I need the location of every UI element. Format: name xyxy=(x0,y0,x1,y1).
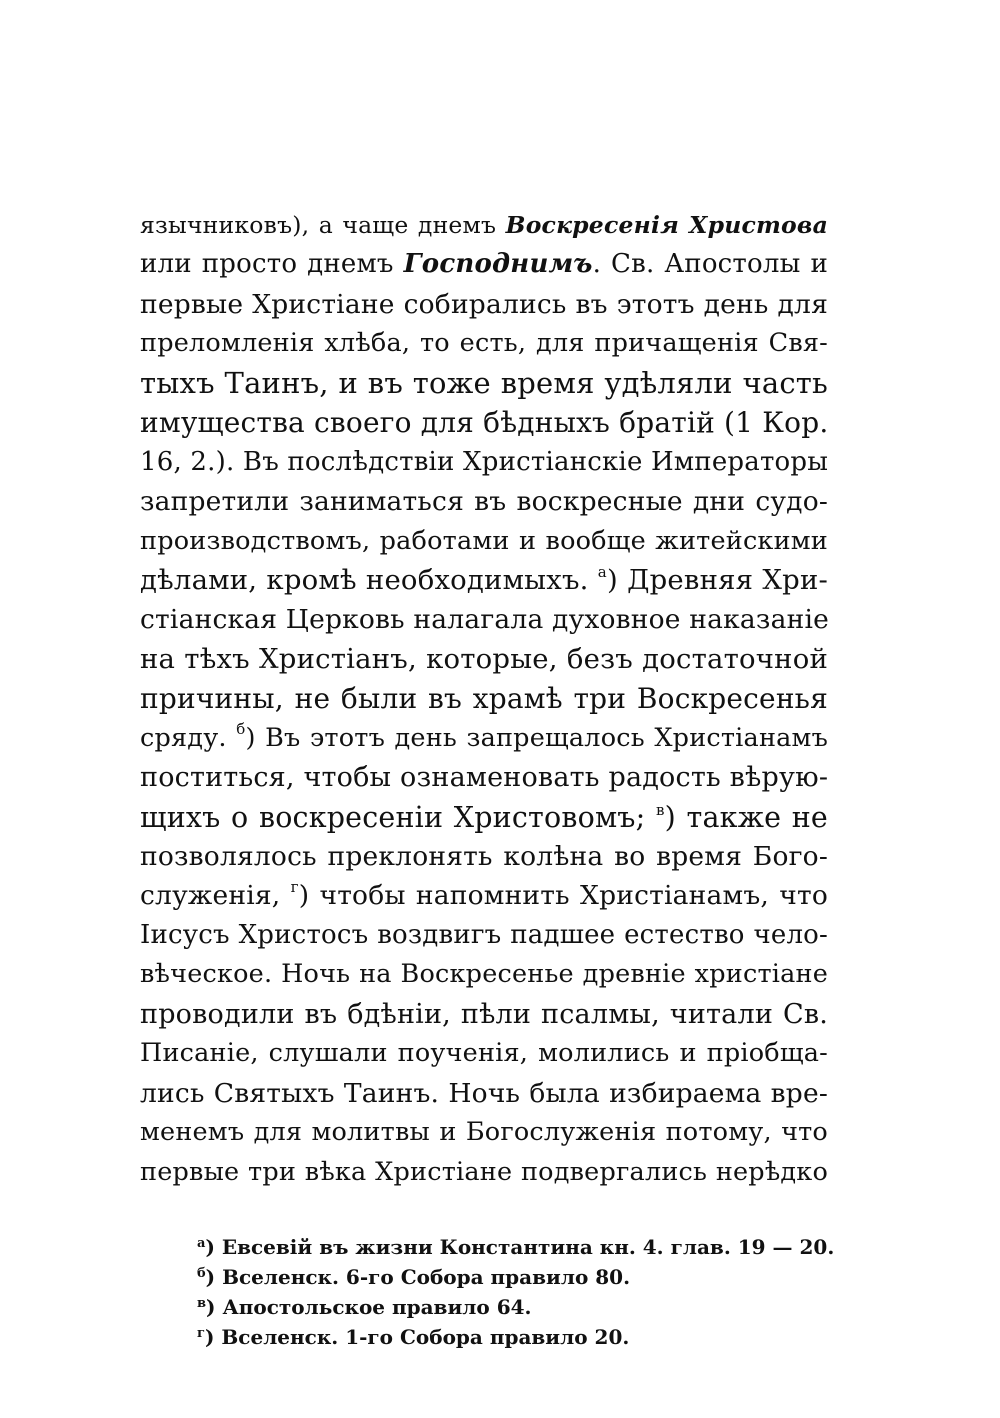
text-line xyxy=(140,876,828,915)
text-run: . Св. Апостолы и xyxy=(592,249,828,280)
text-line xyxy=(140,679,828,718)
text-line xyxy=(140,324,828,363)
text-line xyxy=(140,1153,828,1192)
footnote-text: ) Апостольское правило 64. xyxy=(206,1295,532,1319)
text-line xyxy=(140,1074,828,1113)
text-run: причины, не были въ храмѣ три Воскресенья xyxy=(140,682,828,716)
text-run: запретили заниматься въ воскресные дни судо- xyxy=(140,486,828,518)
text-run: имущества своего для бѣдныхъ братій (1 Кор. xyxy=(140,406,829,440)
footnote-ref: в xyxy=(656,800,665,819)
text-line xyxy=(140,640,828,679)
text-run: менемъ для молитвы и Богослуженія потому, что xyxy=(140,1117,828,1148)
text-run: ) Древняя Хри- xyxy=(606,563,828,596)
text-run: ) чтобы напомнить Христіанамъ, что xyxy=(298,880,828,912)
body-text xyxy=(140,206,828,1192)
text-run: Іисусъ Христосъ воздвигъ падшее естество чело- xyxy=(140,919,828,950)
footnote-ref: г xyxy=(290,878,299,897)
footnote-text: ) Вселенск. 6-го Собора правило 80. xyxy=(205,1265,631,1289)
emphasis-text: Господнимъ xyxy=(403,249,593,280)
text-line xyxy=(140,482,828,521)
text-run: проводили въ бдѣніи, пѣли псалмы, читали Св. xyxy=(140,998,828,1030)
footnote-text: ) Вселенск. 1-го Собора правило 20. xyxy=(204,1325,630,1349)
text-run: щихъ о воскресеніи Христовомъ; xyxy=(140,800,656,834)
text-line xyxy=(140,1034,828,1073)
text-line xyxy=(140,758,828,797)
text-run: вѣческое. Ночь на Воскресенье древніе христіане xyxy=(140,959,828,990)
footnote-ref: а xyxy=(597,562,607,581)
text-line xyxy=(140,837,828,876)
text-run: поститься, чтобы ознаменовать радость вѣрую- xyxy=(140,762,829,794)
footnote xyxy=(197,1232,835,1262)
text-line xyxy=(140,245,828,284)
text-line xyxy=(140,403,828,442)
text-run: лись Святыхъ Таинъ. Ночь была избираема вре- xyxy=(140,1077,828,1109)
text-line xyxy=(140,364,828,403)
text-line xyxy=(140,285,828,324)
text-run: тыхъ Таинъ, и въ тоже время удѣляли часть xyxy=(140,365,828,400)
text-run: Писаніе, слушали поученія, молились и пріобща- xyxy=(140,1038,828,1069)
text-run: служенія, xyxy=(140,880,291,912)
text-line xyxy=(140,443,828,482)
text-run: первые Христіане собирались въ этотъ день для xyxy=(140,288,828,320)
text-line xyxy=(140,955,828,994)
footnote xyxy=(197,1322,817,1352)
text-run: на тѣхъ Христіанъ, которые, безъ достаточной xyxy=(140,642,828,675)
text-run: дѣлами, кромѣ необходимыхъ. xyxy=(140,563,598,596)
text-line xyxy=(140,916,828,955)
footnote-mark: б xyxy=(197,1266,206,1281)
footnote xyxy=(197,1262,817,1292)
text-line xyxy=(140,995,828,1034)
text-run: сряду. xyxy=(140,722,237,753)
text-run: позволялось преклонять колѣна во время Бого- xyxy=(140,841,828,872)
text-run: стіанская Церковь налагала духовное наказаніе xyxy=(140,604,830,636)
text-line xyxy=(140,600,828,639)
text-run: 16, 2.). Въ послѣдствіи Христіанскіе Императоры xyxy=(140,446,829,477)
footnote xyxy=(197,1292,817,1322)
text-run: ) Въ этотъ день запрещалось Христіанамъ xyxy=(245,722,828,753)
footnote-ref: б xyxy=(236,719,246,738)
text-line xyxy=(140,206,828,245)
text-line xyxy=(140,1113,828,1152)
text-run: язычниковъ), а чаще днемъ xyxy=(140,211,506,239)
text-line xyxy=(140,561,828,600)
footnote-mark: в xyxy=(197,1296,207,1311)
text-line xyxy=(140,719,828,758)
text-line xyxy=(140,522,828,561)
emphasis-text: Воскресенія Христова xyxy=(505,211,828,239)
footnotes xyxy=(197,1232,835,1352)
text-run: ) также не xyxy=(664,800,828,834)
footnote-text: ) Евсевій въ жизни Константина кн. 4. глав. 19 — 20. xyxy=(205,1235,835,1259)
text-run: производствомъ, работами и вообще житейскими xyxy=(140,525,828,556)
text-run: первые три вѣка Христіане подвергались нерѣдко xyxy=(140,1156,828,1187)
footnote-mark: а xyxy=(197,1236,206,1251)
footnote-mark: г xyxy=(197,1326,205,1341)
text-run: или просто днемъ xyxy=(140,249,404,280)
text-run: преломленія хлѣба, то есть, для причащенія Свя- xyxy=(140,328,828,359)
text-line xyxy=(140,798,828,837)
